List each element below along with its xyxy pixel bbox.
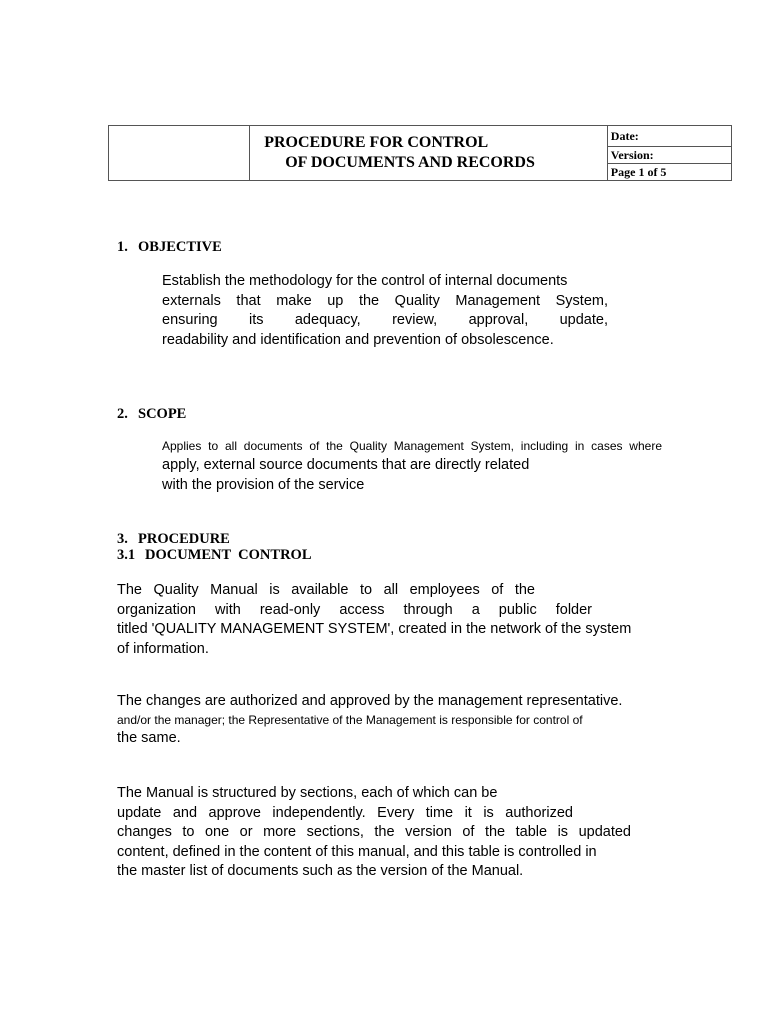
paragraph-line: readability and identification and prevention of obsolescence. xyxy=(162,331,554,348)
logo-cell xyxy=(109,126,250,181)
paragraph-line: The Manual is structured by sections, each of which can be xyxy=(117,785,498,801)
section-number: 3. xyxy=(117,531,128,547)
document-control-heading xyxy=(117,547,312,564)
objective-paragraph xyxy=(162,272,608,350)
subsection-title: DOCUMENT CONTROL xyxy=(145,547,312,563)
section-title: OBJECTIVE xyxy=(138,239,222,255)
section-number: 2. xyxy=(117,406,128,422)
paragraph-line: update and approve independently. Every time it is authorized xyxy=(117,804,573,821)
date-field: Date: xyxy=(607,126,731,147)
paragraph-line: apply, external source documents that are directly related xyxy=(162,457,530,473)
paragraph-line: the master list of documents such as the version of the Manual. xyxy=(117,863,524,879)
paragraph-line: of information. xyxy=(117,640,209,657)
paragraph-line: The Quality Manual is available to all employees of the xyxy=(117,582,535,598)
paragraph-line: Applies to all documents of the Quality Management System, including in cases where xyxy=(162,439,662,453)
procedure-paragraph-3 xyxy=(117,784,637,882)
paragraph-line: content, defined in the content of this manual, and this table is controlled in xyxy=(117,843,597,860)
procedure-heading xyxy=(117,531,230,548)
document-header-table xyxy=(108,125,732,181)
page-number: Page 1 of 5 xyxy=(607,164,731,181)
paragraph-line: Establish the methodology for the control of internal documents xyxy=(162,273,568,289)
paragraph-line: the same. xyxy=(117,729,181,746)
paragraph-line: organization with read-only access through a public folder xyxy=(117,601,592,618)
objective-heading xyxy=(117,239,222,256)
paragraph-line: titled 'QUALITY MANAGEMENT SYSTEM', created in the network of the system xyxy=(117,621,632,637)
title-line-1: PROCEDURE FOR CONTROL xyxy=(264,134,489,151)
section-number: 1. xyxy=(117,239,128,255)
paragraph-line: with the provision of the service xyxy=(162,476,365,493)
section-title: PROCEDURE xyxy=(138,531,230,547)
paragraph-line: changes to one or more sections, the version of the table is updated xyxy=(117,824,631,840)
section-title: SCOPE xyxy=(138,406,187,422)
title-line-2: OF DOCUMENTS AND RECORDS xyxy=(285,154,535,171)
paragraph-line: ensuring its adequacy, review, approval, update, xyxy=(162,312,608,328)
paragraph-line: externals that make up the Quality Management System, xyxy=(162,292,608,309)
subsection-number: 3.1 xyxy=(117,547,136,563)
scope-heading xyxy=(117,406,186,423)
procedure-paragraph-1 xyxy=(117,581,677,659)
document-title xyxy=(250,126,608,181)
version-field: Version: xyxy=(607,147,731,164)
scope-paragraph xyxy=(162,437,662,495)
paragraph-line: and/or the manager; the Representative of the Management is responsible for control of xyxy=(117,712,583,727)
procedure-paragraph-2 xyxy=(117,692,677,748)
paragraph-line: The changes are authorized and approved by the management representative. xyxy=(117,693,623,709)
